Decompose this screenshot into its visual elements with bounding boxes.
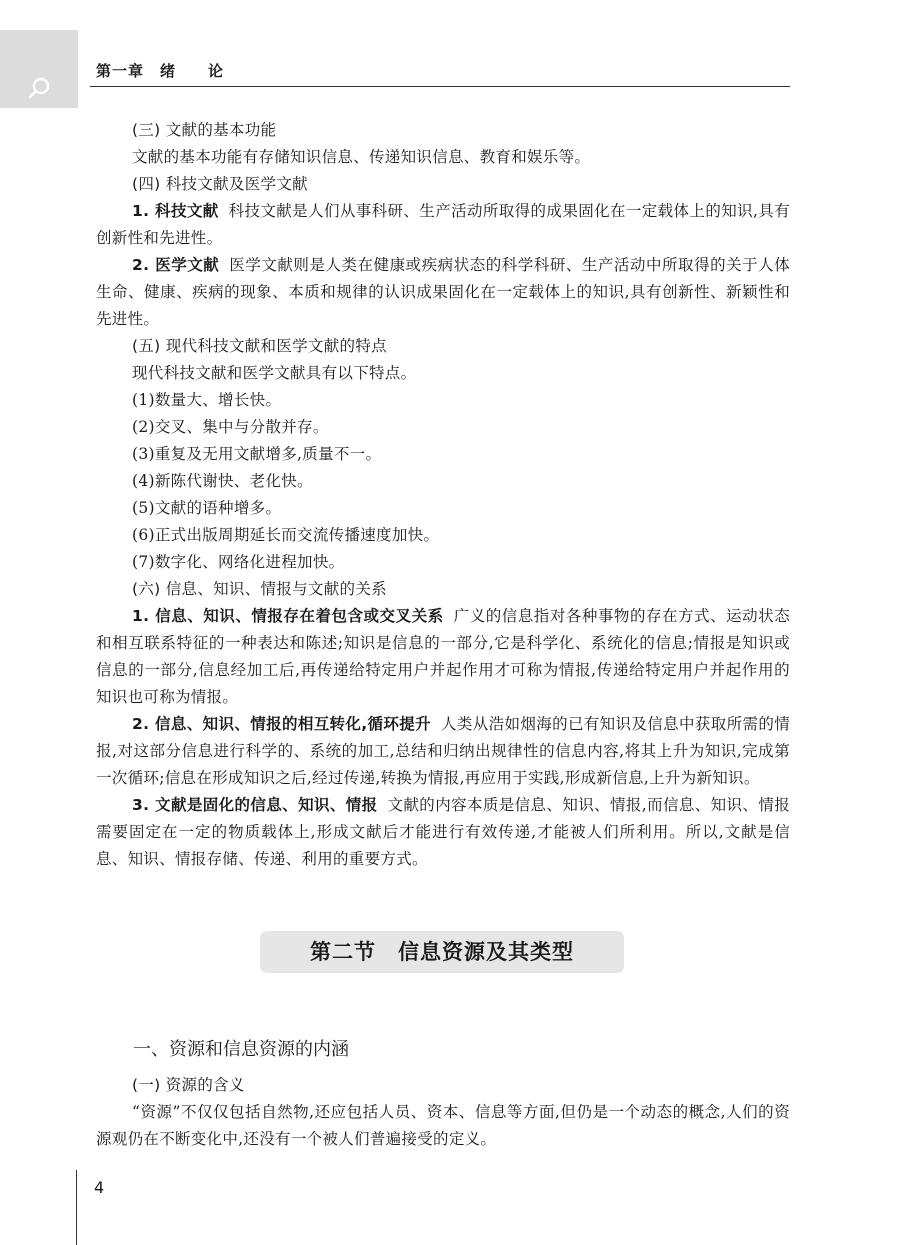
section-banner: 第二节 信息资源及其类型	[260, 931, 624, 973]
subsection-heading: (四) 科技文献及医学文献	[132, 175, 308, 193]
paragraph-body: 医学文献则是人类在健康或疾病状态的科学科研、生产活动中所取得的关于人体生命、健康、疾病的现象、本质和规律的认识成果固化在一定载体上的知识,具有创新性、新颖性和先进性。	[96, 256, 790, 328]
list-item: (3)重复及无用文献增多,质量不一。	[132, 445, 382, 463]
paragraph: “资源”不仅仅包括自然物,还应包括人员、资本、信息等方面,但仍是一个动态的概念,人们的资源观仍在不断变化中,还没有一个被人们普遍接受的定义。	[96, 1103, 790, 1148]
list-item: (5)文献的语种增多。	[132, 499, 282, 517]
section-heading: 一、资源和信息资源的内涵	[133, 1039, 349, 1060]
body-text-2	[96, 1072, 790, 1153]
page-margin-rule	[76, 1170, 77, 1245]
chapter-title: 第一章 绪 论	[96, 62, 225, 80]
list-item: (7)数字化、网络化进程加快。	[132, 553, 345, 571]
subsection-heading: (六) 信息、知识、情报与文献的关系	[132, 580, 387, 598]
paragraph	[96, 792, 790, 873]
paragraph: 现代科技文献和医学文献具有以下特点。	[132, 364, 417, 382]
paragraph	[96, 198, 790, 252]
paragraph-lead: 1. 信息、知识、情报存在着包含或交叉关系	[132, 607, 444, 625]
paragraph: 文献的基本功能有存储知识信息、传递知识信息、教育和娱乐等。	[132, 148, 591, 166]
subsection-heading: (五) 现代科技文献和医学文献的特点	[132, 337, 387, 355]
list-item: (2)交叉、集中与分散并存。	[132, 418, 329, 436]
subsection-heading: (三) 文献的基本功能	[132, 121, 277, 139]
paragraph-body: 广义的信息指对各种事物的存在方式、运动状态和相互联系特征的一种表达和陈述;知识是信息的一部分,它是科学化、系统化的信息;情报是知识或信息的一部分,信息经加工后,再传递给特定用户并起作用才可称为情报,传递给特定用户并起作用的知识也可称为情报。	[96, 607, 790, 706]
list-item: (6)正式出版周期延长而交流传播速度加快。	[132, 526, 440, 544]
paragraph-body: 文献的内容本质是信息、知识、情报,而信息、知识、情报需要固定在一定的物质载体上,形成文献后才能进行有效传递,才能被人们所利用。所以,文献是信息、知识、情报存储、传递、利用的重要方式。	[96, 796, 791, 868]
paragraph-lead: 2. 信息、知识、情报的相互转化,循环提升	[132, 715, 432, 733]
subsection-heading: (一) 资源的含义	[132, 1076, 245, 1094]
body-text	[96, 117, 790, 873]
list-item: (4)新陈代谢快、老化快。	[132, 472, 313, 490]
search-button[interactable]	[0, 30, 78, 108]
paragraph-body: 人类从浩如烟海的已有知识及信息中获取所需的情报,对这部分信息进行科学的、系统的加工,总结和归纳出规律性的信息内容,将其上升为知识,完成第一次循环;信息在形成知识之后,经过传递,转换为情报,再应用于实践,形成新信息,上升为新知识。	[96, 715, 790, 787]
paragraph-lead: 3. 文献是固化的信息、知识、情报	[132, 796, 378, 814]
paragraph-lead: 2. 医学文献	[132, 256, 220, 274]
paragraph-lead: 1. 科技文献	[132, 202, 219, 220]
paragraph-body: 科技文献是人们从事科研、生产活动所取得的成果固化在一定载体上的知识,具有创新性和先进性。	[96, 202, 790, 247]
page-number: 4	[94, 1178, 105, 1197]
paragraph	[96, 252, 790, 333]
paragraph	[96, 603, 790, 711]
header-divider	[90, 86, 790, 87]
search-icon	[27, 76, 51, 100]
list-item: (1)数量大、增长快。	[132, 391, 282, 409]
paragraph	[96, 711, 790, 792]
